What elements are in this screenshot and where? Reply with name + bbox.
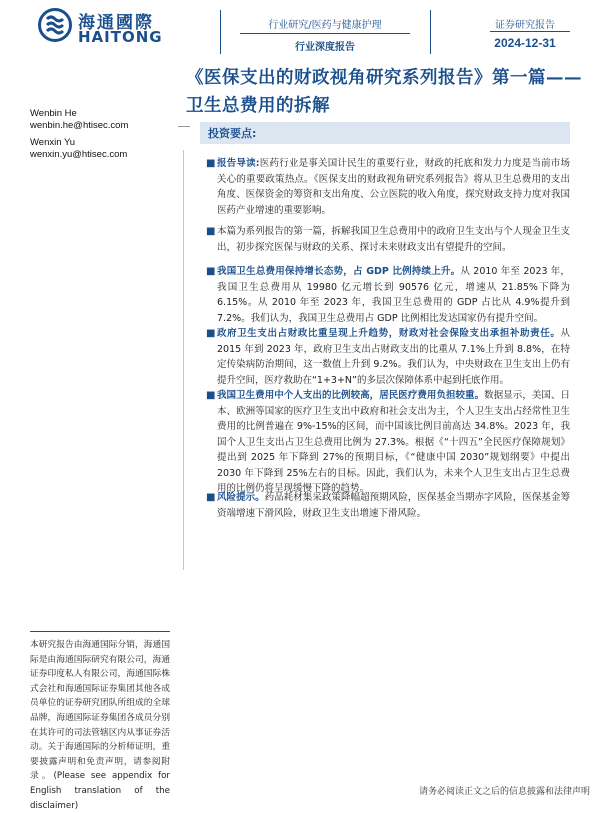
bullet-highlight: 报告导读: (217, 158, 260, 169)
author-name-2: Wenxin Yu (30, 137, 76, 148)
key-points-label: 投资要点: (208, 127, 257, 140)
report-title: 《医保支出的财政视角研究系列报告》第一篇——卫生总费用的拆解 (186, 68, 582, 116)
bullet-text: 医药行业是事关国计民生的重要行业，财政的托底和发力力度是当前市场关心的重要政策热点。《医保支出的财政视角研究系列报告》将从卫生总费用的支出角度、医保资金的筹资和支出角度、公立医院的收入角度，探究财政支持力度对我国医药产业增速的重要影响。 (217, 158, 570, 216)
bullet-highlight: 我国卫生总费用保持增长态势，占 GDP 比例持续上升。 (217, 266, 461, 277)
column-divider (183, 150, 184, 570)
author-email-2[interactable]: wenxin.yu@htisec.com (30, 149, 128, 160)
bullet-dot-icon: ■ (206, 266, 216, 277)
bullet-dot-icon: ■ (206, 158, 216, 169)
author-email-1[interactable]: wenbin.he@htisec.com (30, 120, 129, 131)
margin-tick (178, 126, 190, 127)
bullet-item (208, 490, 570, 521)
bullet-highlight: 政府卫生支出占财政比重呈现上升趋势，财政对社会保险支出承担补助责任。 (217, 328, 561, 339)
report-subcategory: 行业深度报告 (295, 42, 355, 53)
bullet-item (208, 326, 570, 388)
header-rule (240, 33, 410, 34)
bullet-dot-icon: ■ (206, 226, 216, 237)
bullet-dot-icon: ■ (206, 390, 216, 401)
bullet-text: 从 2015 年到 2023 年，政府卫生支出占财政支出的比重从 7.1%上升到 8.8%，在特定传染病防治期间，这一数值上升到 9.2%。我们认为，中央财政在卫生支出上仍有提升空间，医疗救助在“1+3+N”的多层次保障体系中起到托底作用。 (217, 328, 570, 386)
logo-english-name: HAITONG (78, 28, 163, 46)
header-rule-right (490, 31, 570, 32)
bullet-item (208, 156, 570, 218)
report-type: 证券研究报告 (495, 20, 555, 31)
disclaimer-text: 本研究报告由海通国际分销，海通国际是由海通国际研究有限公司，海通证券印度私人有限公司，海通国际株式会社和海通国际证券集团其他各成员单位的证券研究团队所组成的全球品牌，海通国际证券集团各成员分别在其许可的司法管辖区内从事证券活动。关于海通国际的分析师证明，重要披露声明和免责声明，请参阅附录。(Please see appendix for English translation of the disclaimer) (30, 640, 170, 811)
bullet-item (208, 264, 570, 326)
footer-notice: 请务必阅读正文之后的信息披露和法律声明 (418, 787, 590, 797)
bullet-text: 药品耗材集采政策降幅超预期风险，医保基金当期赤字风险，医保基金筹资端增速下滑风险，财政卫生支出增速下滑风险。 (217, 492, 570, 519)
haitong-logo-icon (38, 8, 72, 42)
bullet-dot-icon: ■ (206, 328, 216, 339)
header-divider-right (430, 10, 431, 54)
author-name-1: Wenbin He (30, 108, 77, 119)
report-category: 行业研究/医药与健康护理 (268, 20, 382, 31)
bullet-highlight: 我国卫生费用中个人支出的比例较高，居民医疗费用负担较重。 (217, 390, 485, 401)
bullet-dot-icon: ■ (206, 492, 216, 503)
bullet-item (208, 224, 570, 255)
bullet-text: 数据显示，美国、日本、欧洲等国家的医疗卫生支出中政府和社会支出为主，个人卫生支出占经常性卫生费用的比例普遍在 9%-15%的区间，而中国该比例目前高达 34.8%。2023 年，我国个人卫生支出占卫生总费用比例为 27.3%。根据《“十四五”全民医疗保障规划》提出到 2025 年下降到 27%的预期目标，《“健康中国 2030”规划纲要》中提出 2030 年下降到 25%左右的目标。因此，我们认为，未来个人卫生支出占卫生总费用的比例仍将呈现缓慢下降的趋势。 (217, 390, 570, 494)
report-date: 2024-12-31 (494, 36, 556, 50)
disclaimer-rule (30, 631, 170, 632)
bullet-text: 本篇为系列报告的第一篇，拆解我国卫生总费用中的政府卫生支出与个人现金卫生支出，初步探究医保与财政的关系、探讨未来财政支出有望提升的空间。 (217, 226, 570, 253)
bullet-highlight: 风险提示。 (217, 492, 265, 503)
logo-chinese-name: 海通國際 (78, 13, 154, 33)
bullet-item (208, 388, 570, 497)
bullet-text: 从 2010 年至 2023 年，我国卫生总费用从 19980 亿元增长到 90576 亿元，增速从 21.85%下降为 6.15%。从 2010 年至 2023 年，我国卫生总费用的 GDP 占比从 4.9%提升到 7.2%。我们认为，我国卫生总费用占 GDP 比例相比发达国家仍有提升空间。 (217, 266, 570, 324)
